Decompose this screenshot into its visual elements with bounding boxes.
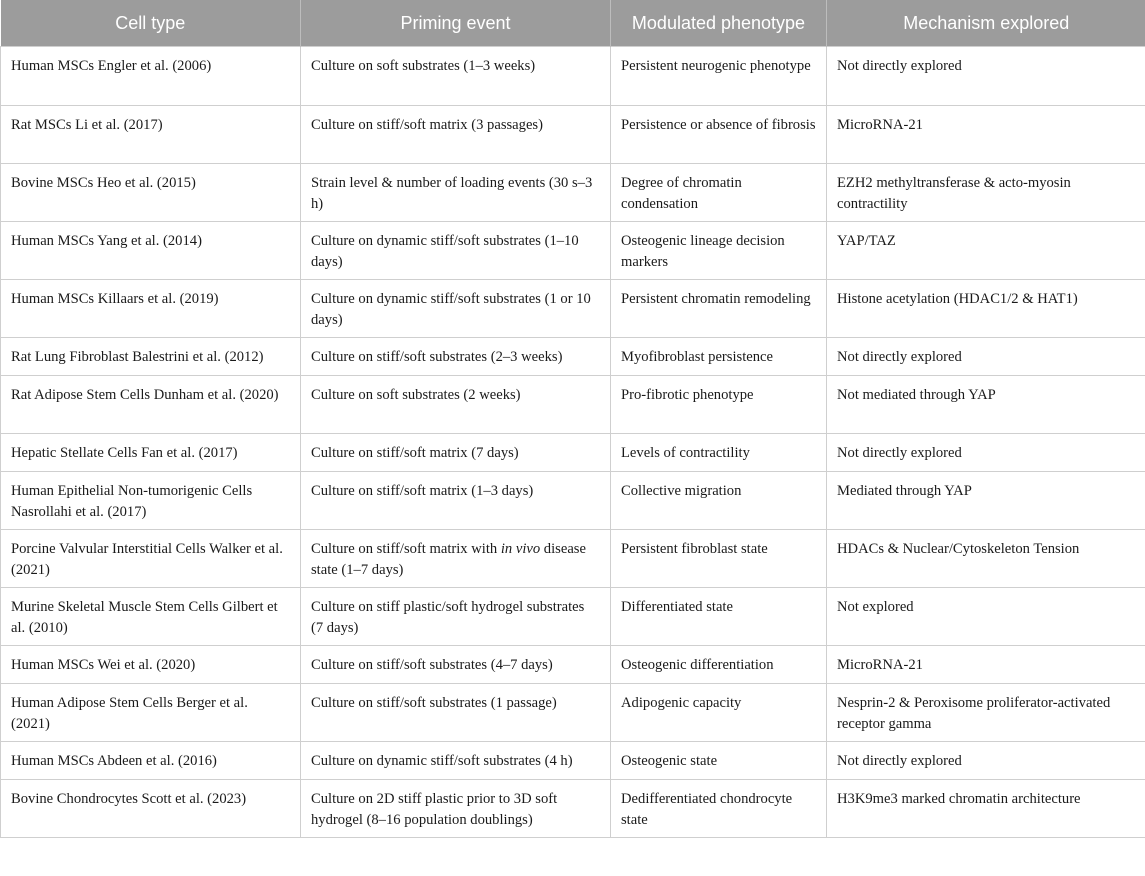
priming-text: Culture on stiff/soft substrates (4–7 days)	[311, 657, 553, 673]
table-row	[1, 780, 1145, 838]
mechanism-explored: Mediated through YAP	[827, 472, 1145, 530]
header-cell-type: Cell type	[1, 0, 301, 47]
modulated-phenotype: Osteogenic differentiation	[611, 646, 827, 684]
modulated-phenotype: Persistent chromatin remodeling	[611, 280, 827, 338]
cell-type: Human MSCs Killaars et al. (2019)	[1, 280, 301, 338]
priming-event	[301, 338, 611, 376]
mechanism-explored: Not explored	[827, 588, 1145, 646]
priming-text: Culture on stiff/soft matrix (3 passages)	[311, 117, 543, 133]
priming-event	[301, 434, 611, 472]
table-row	[1, 47, 1145, 106]
mechanism-explored: Histone acetylation (HDAC1/2 & HAT1)	[827, 280, 1145, 338]
cell-type: Human MSCs Yang et al. (2014)	[1, 222, 301, 280]
priming-text: Strain level & number of loading events (30 s–3 h)	[311, 175, 593, 212]
modulated-phenotype: Osteogenic lineage decision markers	[611, 222, 827, 280]
mechanism-explored: MicroRNA-21	[827, 646, 1145, 684]
mechanism-explored: Not directly explored	[827, 47, 1145, 106]
cell-type: Human Adipose Stem Cells Berger et al. (2021)	[1, 684, 301, 742]
modulated-phenotype: Differentiated state	[611, 588, 827, 646]
priming-event	[301, 106, 611, 164]
cell-type: Hepatic Stellate Cells Fan et al. (2017)	[1, 434, 301, 472]
mechanism-explored: YAP/TAZ	[827, 222, 1145, 280]
modulated-phenotype: Degree of chromatin condensation	[611, 164, 827, 222]
mechanism-explored: HDACs & Nuclear/Cytoskeleton Tension	[827, 530, 1145, 588]
table-row	[1, 338, 1145, 376]
header-modulated-phenotype: Modulated phenotype	[611, 0, 827, 47]
cell-type: Porcine Valvular Interstitial Cells Walker et al. (2021)	[1, 530, 301, 588]
cell-type: Human Epithelial Non-tumorigenic Cells Nasrollahi et al. (2017)	[1, 472, 301, 530]
cell-type: Rat Adipose Stem Cells Dunham et al. (2020)	[1, 376, 301, 434]
priming-event	[301, 780, 611, 838]
table-row	[1, 646, 1145, 684]
table-row	[1, 530, 1145, 588]
modulated-phenotype: Adipogenic capacity	[611, 684, 827, 742]
modulated-phenotype: Collective migration	[611, 472, 827, 530]
mechanism-explored: Not directly explored	[827, 742, 1145, 780]
priming-text: Culture on dynamic stiff/soft substrates (1 or 10 days)	[311, 291, 591, 328]
table-row	[1, 742, 1145, 780]
cell-type: Murine Skeletal Muscle Stem Cells Gilbert et al. (2010)	[1, 588, 301, 646]
mechanism-explored: H3K9me3 marked chromatin architecture	[827, 780, 1145, 838]
priming-event	[301, 47, 611, 106]
modulated-phenotype: Pro-fibrotic phenotype	[611, 376, 827, 434]
priming-event	[301, 164, 611, 222]
table-row	[1, 472, 1145, 530]
priming-text: Culture on soft substrates (2 weeks)	[311, 387, 521, 403]
table-row	[1, 588, 1145, 646]
mechanism-explored: Not directly explored	[827, 434, 1145, 472]
priming-text: Culture on stiff/soft substrates (1 passage)	[311, 695, 557, 711]
cell-type: Bovine Chondrocytes Scott et al. (2023)	[1, 780, 301, 838]
modulated-phenotype: Persistent neurogenic phenotype	[611, 47, 827, 106]
priming-event	[301, 222, 611, 280]
table-row	[1, 376, 1145, 434]
modulated-phenotype: Persistence or absence of fibrosis	[611, 106, 827, 164]
table-row	[1, 222, 1145, 280]
priming-text: Culture on stiff/soft matrix (7 days)	[311, 445, 519, 461]
table-row	[1, 280, 1145, 338]
priming-event	[301, 742, 611, 780]
cell-type: Human MSCs Engler et al. (2006)	[1, 47, 301, 106]
priming-text: Culture on 2D stiff plastic prior to 3D soft hydrogel (8–16 population doublings)	[311, 791, 558, 828]
header-row	[1, 0, 1145, 47]
modulated-phenotype: Persistent fibroblast state	[611, 530, 827, 588]
mechanism-explored: Not mediated through YAP	[827, 376, 1145, 434]
cell-type: Rat MSCs Li et al. (2017)	[1, 106, 301, 164]
priming-text: Culture on stiff/soft matrix (1–3 days)	[311, 483, 534, 499]
priming-event	[301, 280, 611, 338]
mechanism-explored: MicroRNA-21	[827, 106, 1145, 164]
priming-text: Culture on stiff/soft matrix with	[311, 541, 501, 557]
header-priming-event: Priming event	[301, 0, 611, 47]
table-row	[1, 106, 1145, 164]
modulated-phenotype: Myofibroblast persistence	[611, 338, 827, 376]
mechanism-explored: Not directly explored	[827, 338, 1145, 376]
modulated-phenotype: Osteogenic state	[611, 742, 827, 780]
priming-text: Culture on stiff plastic/soft hydrogel substrates (7 days)	[311, 599, 585, 636]
modulated-phenotype: Levels of contractility	[611, 434, 827, 472]
table-row	[1, 164, 1145, 222]
priming-event	[301, 646, 611, 684]
priming-text: Culture on soft substrates (1–3 weeks)	[311, 58, 536, 74]
mechanism-explored: Nesprin-2 & Peroxisome proliferator-activated receptor gamma	[827, 684, 1145, 742]
cell-type: Human MSCs Abdeen et al. (2016)	[1, 742, 301, 780]
header-mechanism-explored: Mechanism explored	[827, 0, 1145, 47]
priming-event	[301, 376, 611, 434]
table-row	[1, 684, 1145, 742]
priming-italic-text: in vivo	[500, 541, 541, 557]
cell-type: Rat Lung Fibroblast Balestrini et al. (2012)	[1, 338, 301, 376]
priming-text-continued: disease state (1–7 days)	[311, 541, 586, 578]
priming-event	[301, 684, 611, 742]
priming-event	[301, 530, 611, 588]
priming-event	[301, 588, 611, 646]
table-header	[1, 0, 1145, 47]
table-body	[1, 47, 1145, 838]
modulated-phenotype: Dedifferentiated chondrocyte state	[611, 780, 827, 838]
cell-type: Human MSCs Wei et al. (2020)	[1, 646, 301, 684]
mechanism-explored: EZH2 methyltransferase & acto-myosin contractility	[827, 164, 1145, 222]
priming-text: Culture on stiff/soft substrates (2–3 weeks)	[311, 349, 563, 365]
priming-text: Culture on dynamic stiff/soft substrates (1–10 days)	[311, 233, 579, 270]
table-row	[1, 434, 1145, 472]
priming-event	[301, 472, 611, 530]
priming-text: Culture on dynamic stiff/soft substrates (4 h)	[311, 753, 573, 769]
cell-type: Bovine MSCs Heo et al. (2015)	[1, 164, 301, 222]
